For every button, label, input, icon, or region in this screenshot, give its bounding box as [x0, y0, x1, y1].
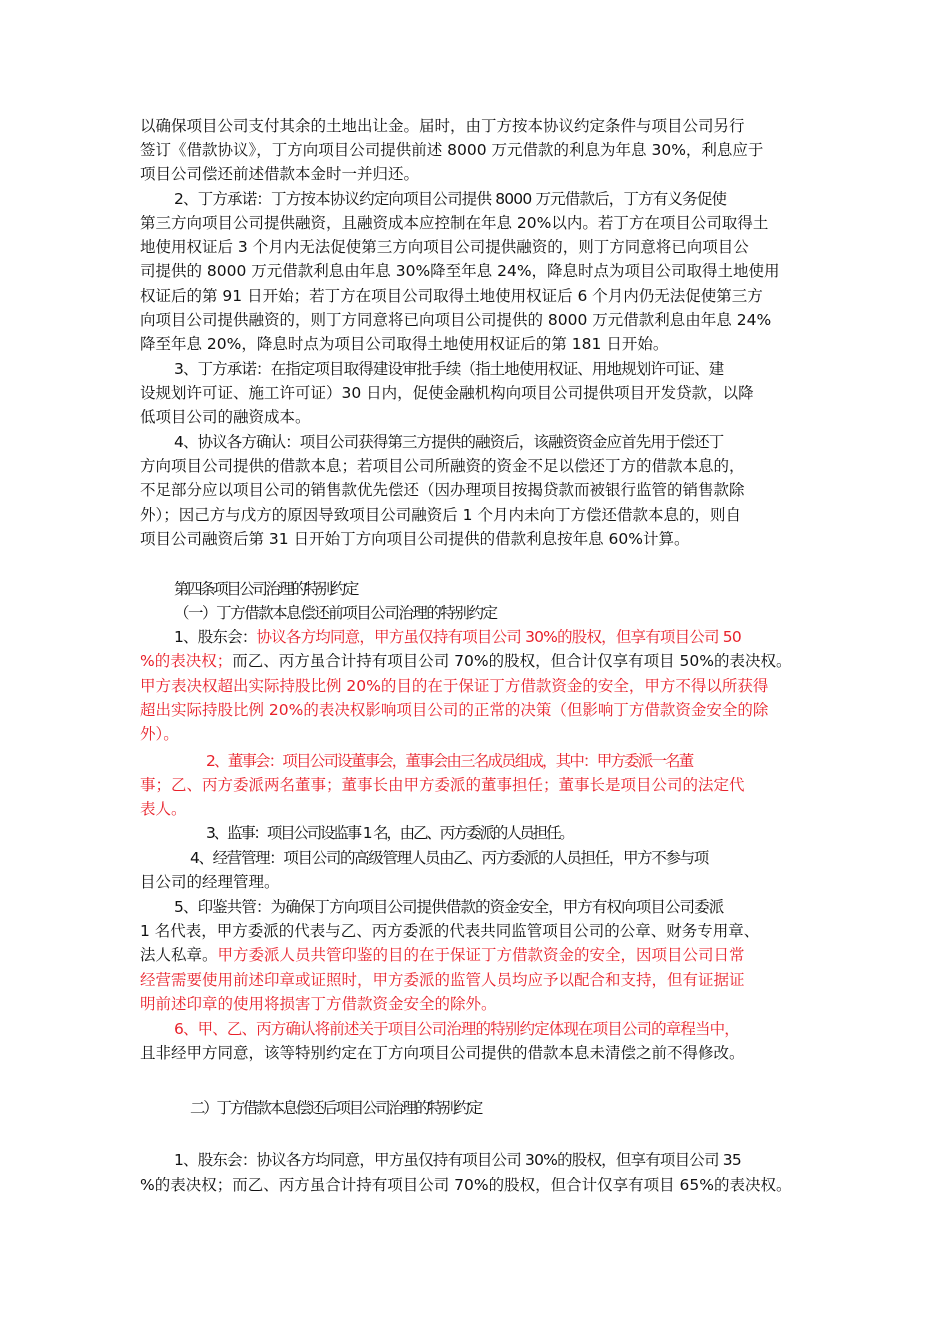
body-text: 目公司的经理管理。	[140, 873, 280, 891]
highlighted-text: 协议各方均同意，甲方虽仅持有项目公司 30%的股权，但享有项目公司 50	[256, 628, 741, 646]
text-line	[174, 187, 864, 211]
text-line	[140, 138, 830, 162]
body-text: 第四条项目公司治理的特别约定	[174, 580, 358, 598]
body-text: 2、丁方承诺：丁方按本协议约定向项目公司提供 8000 万元借款后，丁方有义务促使	[174, 190, 727, 208]
body-text: 项目公司偿还前述借款本金时一并归还。	[140, 165, 420, 183]
body-text: （一）丁方借款本息偿还前项目公司治理的特别约定	[174, 604, 497, 622]
body-text: 向项目公司提供融资的，则丁方同意将已向项目公司提供的 8000 万元借款利息由年息 24%	[140, 311, 772, 329]
text-line	[174, 625, 864, 649]
highlighted-text: 外）。	[140, 725, 179, 743]
body-text: 地使用权证后 3 个月内无法促使第三方向项目公司提供融资的，则丁方同意将已向项目公	[140, 238, 749, 256]
body-text: 4、协议各方确认：项目公司获得第三方提供的融资后，该融资资金应首先用于偿还丁	[174, 433, 724, 451]
body-text: 而乙、丙方虽合计持有项目公司 70%的股权，但合计仅享有项目 50%的表决权。	[232, 652, 792, 670]
text-line	[140, 919, 830, 943]
text-line	[140, 114, 830, 138]
body-text: 1、股东会：	[174, 628, 257, 646]
body-text: 低项目公司的融资成本。	[140, 408, 311, 426]
text-line	[140, 943, 830, 967]
body-text: 4、经营管理：项目公司的高级管理人员由乙、丙方委派的人员担任，甲方不参与项	[190, 849, 708, 867]
highlighted-text: 2、董事会：项目公司设董事会，董事会由三名成员组成，其中：甲方委派一名董	[206, 752, 693, 770]
text-line	[140, 1173, 830, 1197]
text-line	[140, 773, 830, 797]
text-line	[174, 357, 864, 381]
body-text: 降至年息 20%，降息时点为项目公司取得土地使用权证后的第 181 日开始。	[140, 335, 669, 353]
text-line	[140, 332, 830, 356]
text-line	[140, 649, 830, 673]
highlighted-text: 表人。	[140, 800, 187, 818]
body-text: 第三方向项目公司提供融资，且融资成本应控制在年息 20%以内。若丁方在项目公司取得土	[140, 214, 769, 232]
text-line	[190, 1096, 880, 1120]
text-line	[174, 895, 864, 919]
text-line	[140, 211, 830, 235]
body-text: 二）丁方借款本息偿还后项目公司治理的特别约定	[190, 1099, 482, 1117]
body-text: 5、印鉴共管：为确保丁方向项目公司提供借款的资金安全，甲方有权向项目公司委派	[174, 898, 724, 916]
highlighted-text: 超出实际持股比例 20%的表决权影响项目公司的正常的决策（但影响丁方借款资金安全的除	[140, 701, 769, 719]
text-line	[140, 674, 830, 698]
text-line	[174, 430, 864, 454]
text-line	[174, 1148, 864, 1172]
body-text: 签订《借款协议》，丁方向项目公司提供前述 8000 万元借款的利息为年息 30%，利息应于	[140, 141, 764, 159]
body-text: 不足部分应以项目公司的销售款优先偿还（因办理项目按揭贷款而被银行监管的销售款除	[140, 481, 745, 499]
body-text: 以确保项目公司支付其余的土地出让金。届时，由丁方按本协议约定条件与项目公司另行	[140, 117, 745, 135]
text-line	[206, 749, 896, 773]
text-line	[174, 1017, 864, 1041]
text-line	[140, 968, 830, 992]
text-line	[140, 870, 830, 894]
highlighted-text: 明前述印章的使用将损害丁方借款资金安全的除外。	[140, 995, 497, 1013]
highlighted-text: 6、甲、乙、丙方确认将前述关于项目公司治理的特别约定体现在项目公司的章程当中，	[174, 1020, 739, 1038]
body-text: 1、股东会：协议各方均同意，甲方虽仅持有项目公司 30%的股权，但享有项目公司 35	[174, 1151, 741, 1169]
text-line	[140, 722, 830, 746]
text-line	[140, 259, 830, 283]
highlighted-text: 事；乙、丙方委派两名董事；董事长由甲方委派的董事担任；董事长是项目公司的法定代	[140, 776, 745, 794]
body-text: 外）；因己方与戊方的原因导致项目公司融资后 1 个月内未向丁方偿还借款本息的，则自	[140, 506, 741, 524]
text-line	[140, 235, 830, 259]
text-line	[140, 478, 830, 502]
text-line	[140, 992, 830, 1016]
body-text: 法人私章。	[140, 946, 218, 964]
body-text: 权证后的第 91 日开始；若丁方在项目公司取得土地使用权证后 6 个月内仍无法促使第三方	[140, 287, 763, 305]
text-line	[140, 162, 830, 186]
highlighted-text: 甲方委派人员共管印鉴的目的在于保证丁方借款资金的安全，因项目公司日常	[217, 946, 745, 964]
body-text: 司提供的 8000 万元借款利息由年息 30%降至年息 24%，降息时点为项目公司取得土地使用	[140, 262, 780, 280]
body-text: 3、丁方承诺：在指定项目取得建设审批手续（指土地使用权证、用地规划许可证、建	[174, 360, 724, 378]
text-line	[190, 846, 880, 870]
text-line	[140, 381, 830, 405]
body-text: 方向项目公司提供的借款本息；若项目公司所融资的资金不足以偿还丁方的借款本息的，	[140, 457, 745, 475]
text-line	[140, 1041, 830, 1065]
highlighted-text: 经营需要使用前述印章或证照时，甲方委派的监管人员均应予以配合和支持，但有证据证	[140, 971, 745, 989]
highlighted-text: 甲方表决权超出实际持股比例 20%的目的在于保证丁方借款资金的安全，甲方不得以所获得	[140, 677, 769, 695]
text-line	[174, 577, 864, 601]
body-text: 3、监事：项目公司设监事 1 名，由乙、丙方委派的人员担任。	[206, 824, 573, 842]
text-line	[140, 454, 830, 478]
body-text: 1 名代表，甲方委派的代表与乙、丙方委派的代表共同监管项目公司的公章、财务专用章、	[140, 922, 760, 940]
body-text: %的表决权；而乙、丙方虽合计持有项目公司 70%的股权，但合计仅享有项目 65%的表决权。	[140, 1176, 792, 1194]
text-line	[140, 698, 830, 722]
highlighted-text: %的表决权；	[140, 652, 233, 670]
text-line	[174, 601, 864, 625]
text-line	[206, 821, 896, 845]
text-line	[140, 308, 830, 332]
text-line	[140, 797, 830, 821]
body-text: 设规划许可证、施工许可证）30 日内，促使金融机构向项目公司提供项目开发贷款，以降	[140, 384, 754, 402]
body-text: 项目公司融资后第 31 日开始丁方向项目公司提供的借款利息按年息 60%计算。	[140, 530, 690, 548]
text-line	[140, 284, 830, 308]
text-line	[140, 527, 830, 551]
text-line	[140, 405, 830, 429]
text-line	[140, 503, 830, 527]
body-text: 且非经甲方同意，该等特别约定在丁方向项目公司提供的借款本息未清偿之前不得修改。	[140, 1044, 745, 1062]
